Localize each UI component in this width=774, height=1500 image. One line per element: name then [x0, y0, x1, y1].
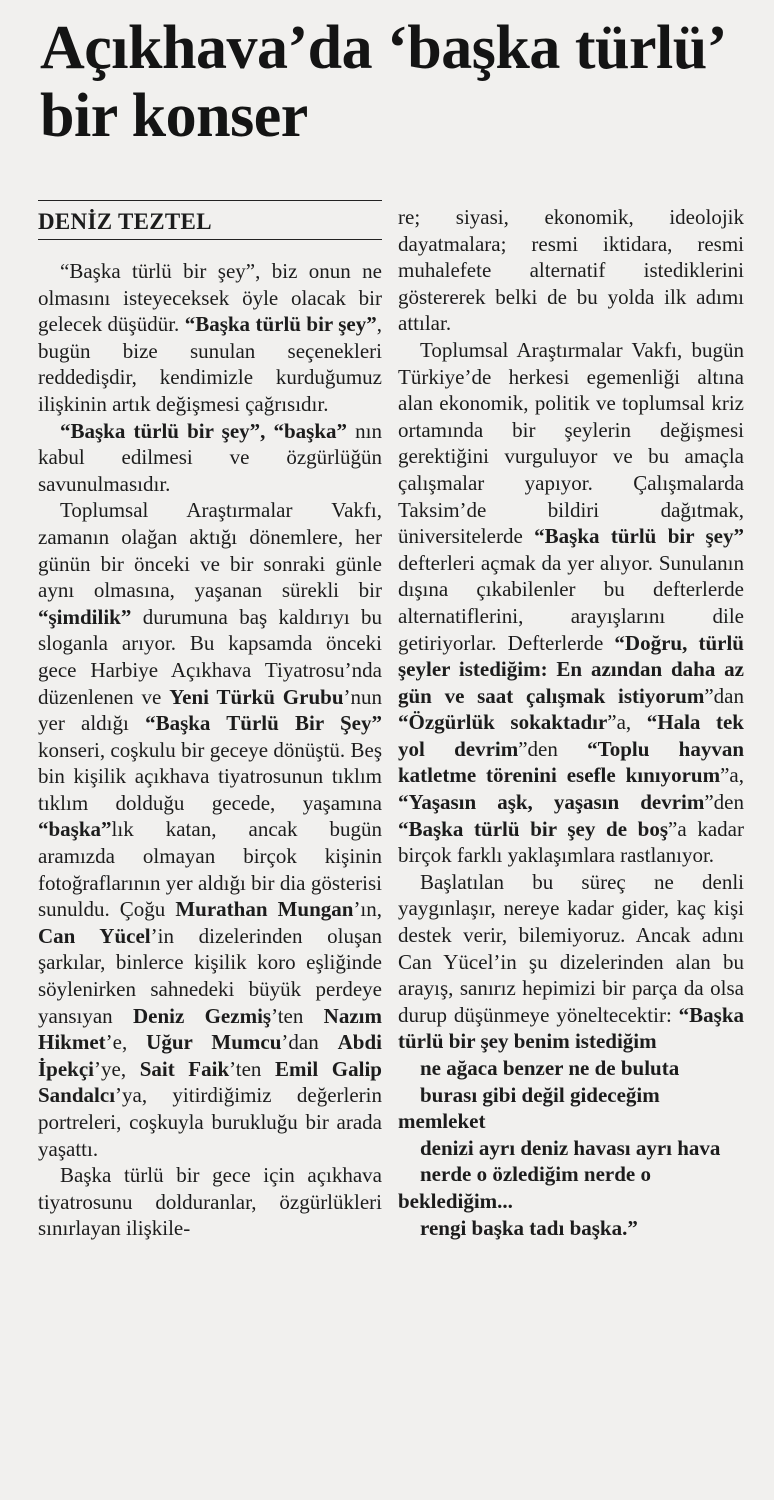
bold-text: Deniz Gezmiş: [132, 1003, 272, 1028]
article-column-2: [398, 204, 744, 1241]
headline: Açıkhava’da ‘başka türlü’ bir konser: [40, 14, 723, 150]
text-run: ’in dizelerinden oluşan şarkılar, binlerce kişilik koro eşliğinde söylenirken sahnedeki büyük perdeye yansıyan: [38, 923, 383, 1028]
bold-text: “Başka türlü bir şey”: [184, 312, 377, 337]
bold-text: Can Yücel: [38, 923, 151, 948]
poem-verse: [398, 1055, 744, 1241]
article-paragraph: [398, 337, 744, 869]
text-run: ”den: [518, 736, 588, 761]
bold-text: “Başka türlü bir şey de boş: [398, 816, 669, 841]
text-run: nın kabul edilmesi ve özgürlüğün savunulmasıdır.: [38, 418, 382, 496]
bold-text: “Doğru, türlü şeyler istediğim: En azından daha az gün ve saat çalışmak istiyorum: [398, 630, 744, 708]
bold-text: Uğur Mumcu: [146, 1030, 282, 1055]
bold-text: Nazım Hikmet: [38, 1003, 382, 1055]
text-run: ’ten: [229, 1056, 276, 1081]
text-run: Başlatılan bu süreç ne denli yaygınlaşır, nereye kadar gider, kaç kişi destek verir, bilemiyoruz. Ancak adını Can Yücel’in şu dizelerinden alan bu arayış, sanırız hepimizi bir parça da olsa durup düşünmeye yöneltecektir:: [398, 869, 744, 1027]
bold-text: “Özgürlük sokaktadır: [398, 710, 608, 735]
text-run: ’ya, yitirdiğimiz değerlerin portreleri, coşkuyla burukluğu bir arada yaşattı.: [38, 1083, 382, 1161]
text-run: defterleri açmak da yer alıyor. Sunulanın dışına çıkabilenler bu defterlerde alternatiflerini, arayışlarını dile getiriyorlar. Defterlerde: [398, 550, 744, 655]
text-run: ”den: [704, 790, 744, 815]
bold-text: “Başka türlü bir şey”, “başka”: [60, 418, 348, 443]
bold-text: “Hala tek yol devrim: [398, 710, 744, 761]
bold-text: “başka”: [38, 817, 112, 842]
poem-line: nerde o özlediğim nerde o beklediğim...: [398, 1162, 651, 1213]
article-paragraph: [398, 869, 744, 1055]
bold-text: “Başka türlü bir şey benim istediğim: [398, 1002, 744, 1054]
bold-text: Yeni Türkü Grubu: [169, 684, 344, 709]
article-paragraph: [38, 1162, 382, 1242]
poem-line: denizi ayrı deniz havası ayrı hava: [420, 1135, 721, 1160]
text-run: ”a kadar birçok farklı yaklaşımlara rastlanıyor.: [398, 816, 744, 868]
text-run: ’nun yer aldığı: [38, 684, 382, 736]
text-run: Toplumsal Araştırmalar Vakfı, zamanın olağan aktığı dönemlere, her günün bir önceki ve bir sonraki günle aynı olmasına, yaşanan sürekli bir: [38, 498, 382, 603]
text-run: konseri, coşkulu bir geceye dönüştü. Beş bin kişilik açıkhava tiyatrosunun tıklım tıklım dolduğu gecede, yaşamına: [38, 737, 382, 815]
text-run: Başka türlü bir gece için açıkhava tiyatrosunu dolduranlar, özgürlükleri sınırlayan ilişkile-: [38, 1163, 382, 1241]
text-run: ’ye,: [94, 1056, 140, 1081]
text-run: ’dan: [281, 1030, 338, 1055]
bold-text: Sait Faik: [139, 1056, 230, 1081]
text-run: lık katan, ancak bugün aramızda olmayan birçok kişinin fotoğraflarının yer aldığı bir dia gösterisi sunuldu. Çoğu: [38, 817, 382, 922]
bold-text: “Toplu hayvan katletme törenini esefle kınıyorum: [398, 736, 744, 788]
bold-text: “Yaşasın aşk, yaşasın devrim: [398, 790, 705, 815]
text-run: ’ın,: [353, 897, 383, 922]
article-paragraph: [38, 258, 382, 418]
bold-text: Emil Galip Sandalcı: [38, 1056, 382, 1108]
text-run: ”a,: [607, 710, 647, 735]
bold-text: “Başka türlü bir şey”: [534, 524, 744, 549]
text-run: , bugün bize sunulan seçenekleri reddedişdir, kendimizle kurduğumuz ilişkinin artık değişmesi çağrısıdır.: [38, 312, 382, 416]
article-paragraph: [398, 204, 744, 337]
article-column-1: [38, 258, 382, 1242]
text-run: Toplumsal Araştırmalar Vakfı, bugün Türkiye’de herkesi egemenliği altına alan ekonomik, politik ve toplumsal kriz ortamında bir şeylerin değişmesi gerektiğini vurguluyor ve bu amaçla çalışmalar yapıyor. Çalışmalarda Taksim’de bildiri dağıtmak, üniversitelerde: [398, 337, 744, 549]
article-paragraph: [38, 497, 382, 1162]
bold-text: Murathan Mungan: [175, 897, 354, 922]
article-paragraph: [38, 418, 382, 498]
bold-text: “Başka Türlü Bir Şey”: [145, 711, 382, 736]
text-run: ”dan: [704, 683, 744, 708]
bold-text: Abdi İpekçi: [38, 1030, 382, 1081]
poem-line: rengi başka tadı başka.”: [420, 1215, 638, 1240]
byline: DENİZ TEZTEL: [38, 200, 382, 240]
text-run: durumuna baş kaldırıyı bu sloganla arıyor. Bu kapsamda önceki gece Harbiye Açıkhava Tiyatrosu’nda düzenlenen ve: [38, 604, 382, 709]
text-run: re; siyasi, ekonomik, ideolojik dayatmalara; resmi iktidara, resmi muhalefete alternatif istediklerini göstererek belki de bu yolda ilk adımı attılar.: [398, 205, 744, 336]
text-run: ”a,: [720, 763, 744, 788]
poem-line: burası gibi değil gideceğim memleket: [398, 1082, 660, 1134]
poem-line: ne ağaca benzer ne de buluta: [420, 1056, 680, 1080]
text-run: “Başka türlü bir şey”, biz onun ne olmasını isteyeceksek öyle olacak bir gelecek düşüdür.: [38, 259, 382, 337]
text-run: ’ten: [271, 1003, 324, 1028]
text-run: ’e,: [105, 1030, 147, 1055]
bold-text: “şimdilik”: [38, 604, 132, 629]
